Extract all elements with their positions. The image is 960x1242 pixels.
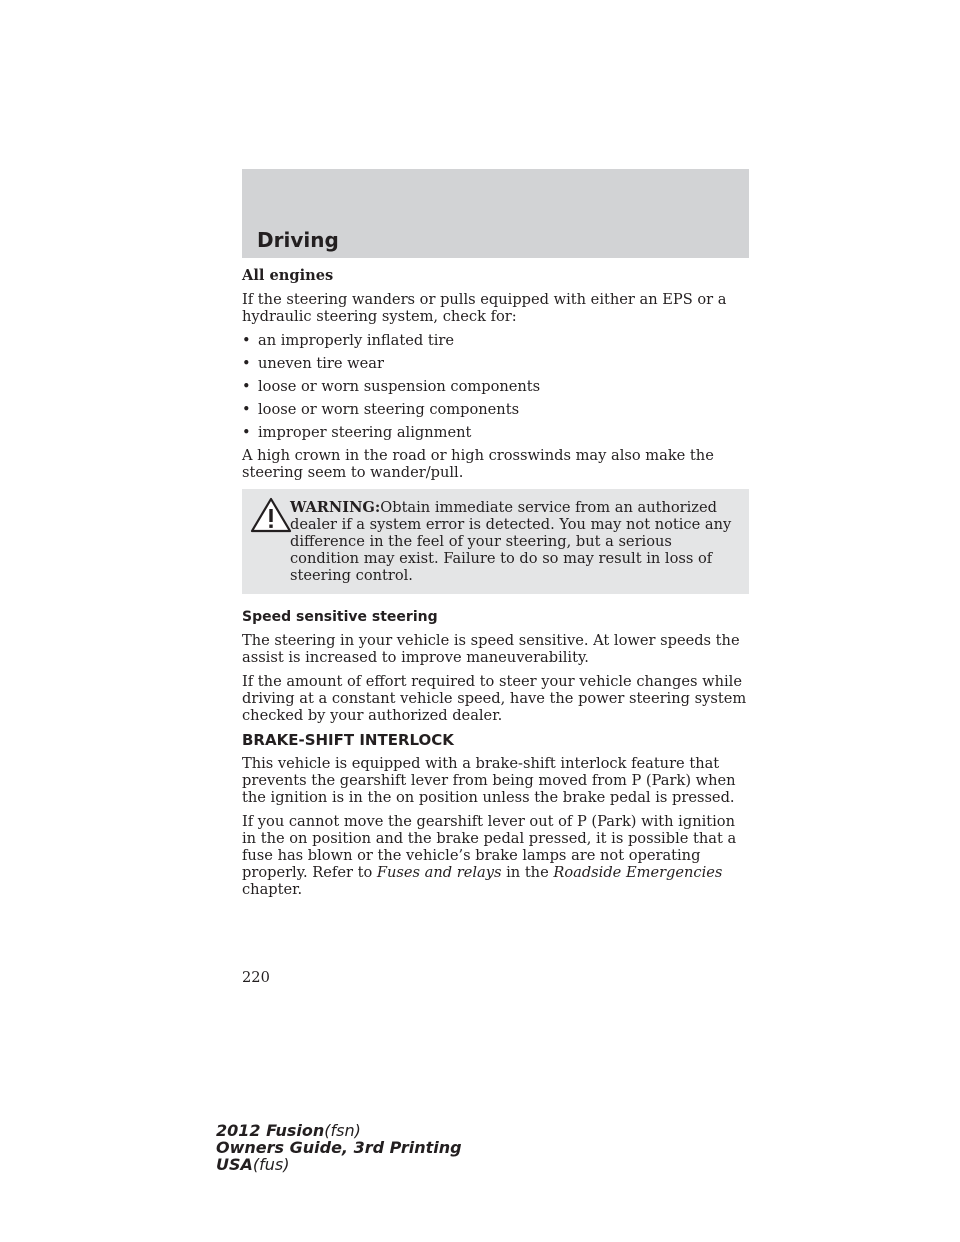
roadside-reference: Roadside Emergencies bbox=[553, 864, 723, 881]
list-item: • an improperly inflated tire bbox=[242, 332, 454, 349]
bullet-icon: • bbox=[242, 378, 251, 395]
page-number: 220 bbox=[242, 969, 270, 986]
footer-guide-line: Owners Guide, 3rd Printing bbox=[216, 1138, 462, 1157]
footer-model-line: 2012 Fusion(fsn) bbox=[216, 1121, 361, 1140]
warning-label: WARNING: bbox=[290, 499, 381, 516]
bullet-icon: • bbox=[242, 424, 251, 441]
warning-triangle-icon bbox=[250, 497, 292, 533]
all-engines-heading: All engines bbox=[242, 267, 334, 284]
fuses-reference: Fuses and relays bbox=[376, 864, 502, 881]
document-footer bbox=[216, 1122, 462, 1173]
speed-sensitive-heading: Speed sensitive steering bbox=[242, 609, 438, 625]
footer-region-line: USA(fus) bbox=[216, 1155, 290, 1174]
warning-box bbox=[242, 489, 749, 594]
brake-shift-heading: BRAKE-SHIFT INTERLOCK bbox=[242, 731, 454, 749]
bullet-icon: • bbox=[242, 401, 251, 418]
list-item: • improper steering alignment bbox=[242, 424, 472, 441]
speed-sensitive-p1: The steering in your vehicle is speed sensitive. At lower speeds the assist is increased to improve maneuverability. bbox=[242, 632, 740, 666]
page-content bbox=[242, 267, 749, 905]
list-item: • loose or worn steering components bbox=[242, 401, 520, 418]
brake-shift-p1: This vehicle is equipped with a brake-shift interlock feature that prevents the gearshift lever from being moved from P (Park) when the ignition is in the on position unless the brake pedal is pressed. bbox=[242, 755, 736, 806]
speed-sensitive-p2: If the amount of effort required to steer your vehicle changes while driving at a constant vehicle speed, have the power steering system checked by your authorized dealer. bbox=[242, 673, 747, 724]
bullet-icon: • bbox=[242, 355, 251, 372]
brake-shift-p2: If you cannot move the gearshift lever out of P (Park) with ignition in the on position and the brake pedal pressed, it is possible that a fuse has blown or the vehicle’s brake lamps are not operating properly. Refer to Fuses and relays in the Roadside Emergencies chapter. bbox=[242, 813, 737, 898]
list-item: • uneven tire wear bbox=[242, 355, 384, 372]
chapter-title: Driving bbox=[257, 228, 339, 252]
list-item: • loose or worn suspension components bbox=[242, 378, 541, 395]
crown-note: A high crown in the road or high crosswinds may also make the steering seem to wander/pull. bbox=[242, 447, 714, 481]
warning-text bbox=[250, 499, 741, 584]
all-engines-intro: If the steering wanders or pulls equipped with either an EPS or a hydraulic steering system, check for: bbox=[242, 291, 727, 325]
bullet-icon: • bbox=[242, 332, 251, 349]
chapter-header-band bbox=[242, 169, 749, 258]
check-list bbox=[242, 332, 749, 441]
warning-body: Obtain immediate service from an authorized dealer if a system error is detected. You may not notice any difference in the feel of your steering, but a serious condition may exist. Failure to do so may result in loss of steering control. bbox=[290, 499, 732, 584]
